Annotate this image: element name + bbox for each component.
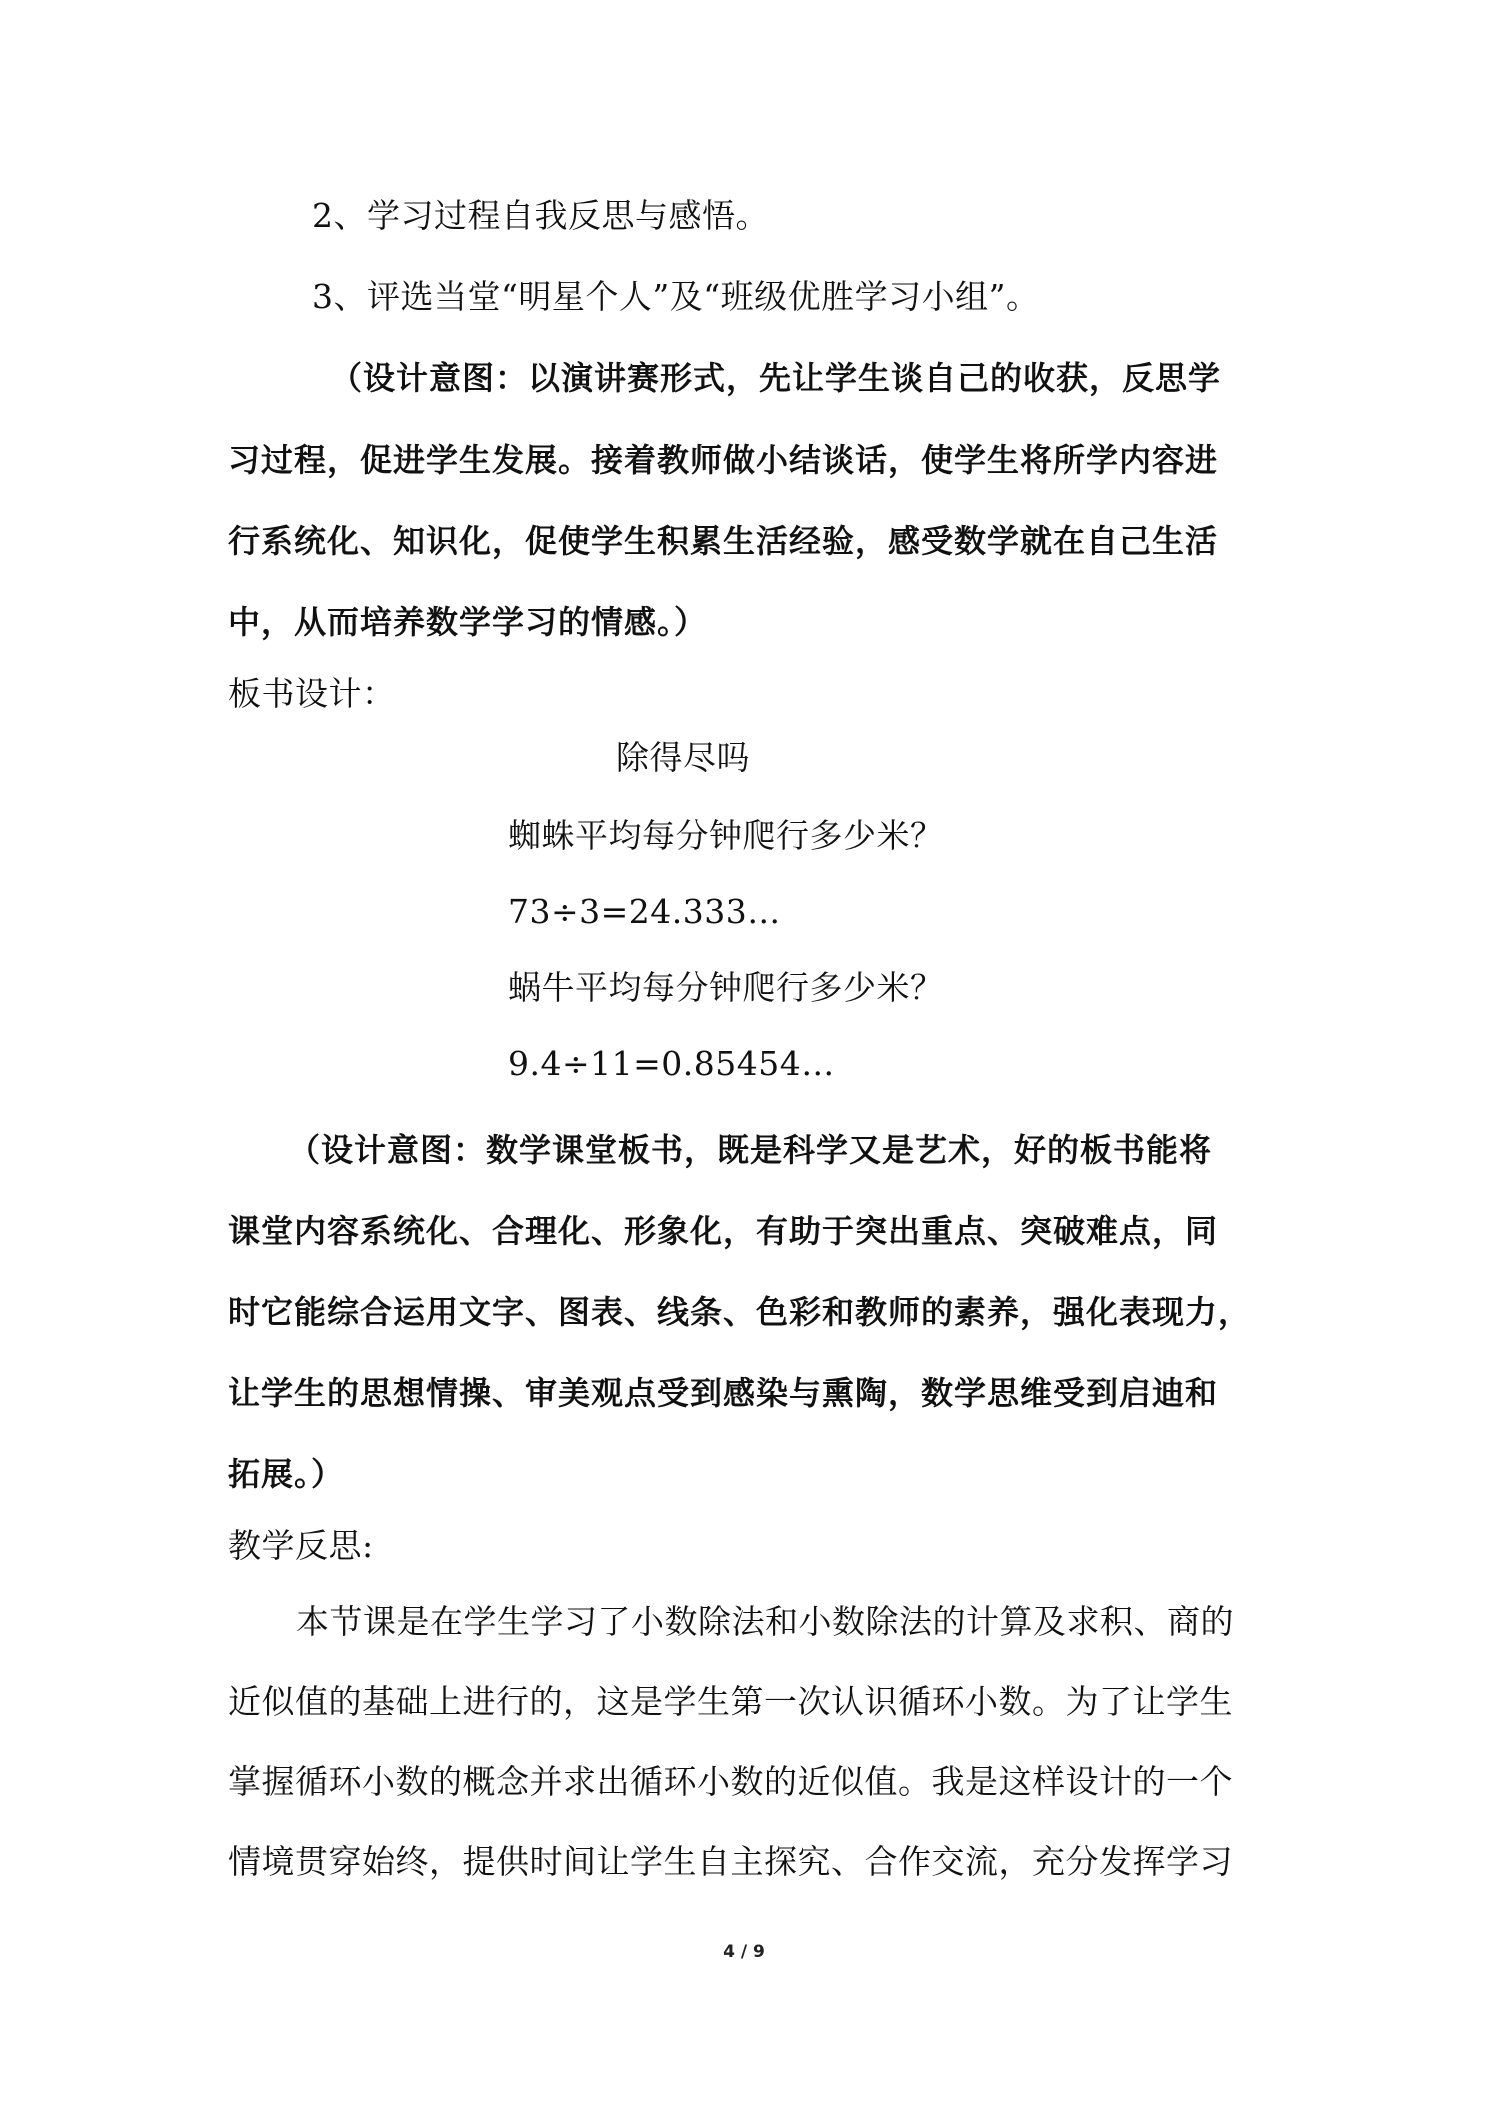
design-intent-2-line: 让学生的思想情操、审美观点受到感染与熏陶，数学思维受到启迪和 bbox=[228, 1374, 1219, 1412]
reflection-line: 本节课是在学生学习了小数除法和小数除法的计算及求积、商的 bbox=[296, 1602, 1234, 1641]
board-design-item: 9.4÷11=0.85454… bbox=[508, 1044, 835, 1083]
step-3-text: 3、评选当堂“明星个人”及“班级优胜学习小组”。 bbox=[312, 277, 1040, 316]
design-intent-1-line: 行系统化、知识化，促使学生积累生活经验，感受数学就在自己生活 bbox=[228, 522, 1219, 560]
design-intent-2-line: 课堂内容系统化、合理化、形象化，有助于突出重点、突破难点，同 bbox=[228, 1212, 1219, 1250]
reflection-line: 掌握循环小数的概念并求出循环小数的近似值。我是这样设计的一个 bbox=[228, 1762, 1233, 1801]
design-intent-1-line: （设计意图：以演讲赛形式，先让学生谈自己的收获，反思学 bbox=[330, 359, 1222, 397]
board-design-item: 蜘蛛平均每分钟爬行多少米？ bbox=[508, 816, 944, 855]
board-design-heading: 板书设计： bbox=[228, 674, 396, 713]
reflection-line: 近似值的基础上进行的，这是学生第一次认识循环小数。为了让学生 bbox=[228, 1682, 1233, 1721]
page-number: 4 / 9 bbox=[723, 1942, 765, 1962]
design-intent-2-line: （设计意图：数学课堂板书，既是科学又是艺术，好的板书能将 bbox=[288, 1131, 1213, 1169]
step-2-text: 2、学习过程自我反思与感悟。 bbox=[312, 196, 769, 235]
reflection-heading: 教学反思: bbox=[228, 1526, 374, 1565]
design-intent-2-line: 拓展。） bbox=[228, 1455, 345, 1493]
design-intent-1-line: 中，从而培养数学学习的情感。） bbox=[228, 603, 708, 641]
board-design-item: 蜗牛平均每分钟爬行多少米？ bbox=[508, 968, 944, 1007]
design-intent-1-line: 习过程，促进学生发展。接着教师做小结谈话，使学生将所学内容进 bbox=[228, 441, 1219, 479]
board-design-title: 除得尽吗 bbox=[616, 738, 750, 777]
design-intent-2-line: 时它能综合运用文字、图表、线条、色彩和教师的素养，强化表现力， bbox=[228, 1293, 1252, 1331]
board-design-item: 73÷3=24.333… bbox=[508, 892, 781, 931]
reflection-line: 情境贯穿始终，提供时间让学生自主探究、合作交流，充分发挥学习 bbox=[228, 1842, 1233, 1881]
